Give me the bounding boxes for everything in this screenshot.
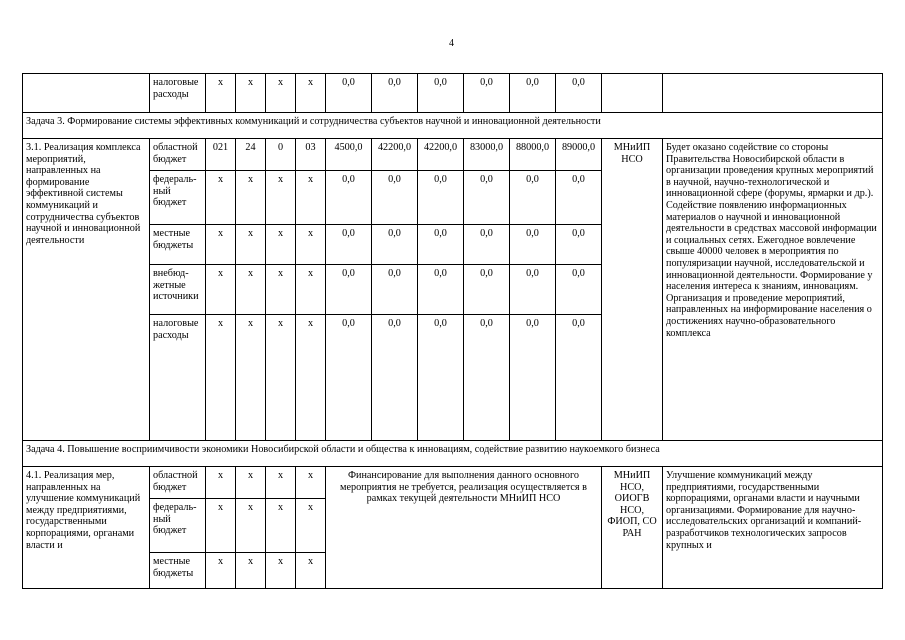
value-cell: 0,0 [372, 225, 418, 265]
value-cell: 0,0 [326, 171, 372, 225]
value-cell: 0,0 [464, 74, 510, 113]
value-cell: 42200,0 [418, 139, 464, 171]
value-cell: х [206, 265, 236, 315]
value-cell: х [206, 225, 236, 265]
value-cell: 0,0 [418, 225, 464, 265]
value-cell: х [296, 315, 326, 441]
executor: МНиИП НСО, ОИОГВ НСО, ФИОП, СО РАН [602, 467, 663, 589]
funding-source: местные бюджеты [150, 553, 206, 589]
task-heading: Задача 4. Повышение восприимчивости экономики Новосибирской области и общества к инновациям, содействие развитию наукоемкого бизнеса [23, 441, 883, 467]
value-cell: 0,0 [556, 315, 602, 441]
empty-cell [602, 74, 663, 113]
value-cell: 0,0 [326, 74, 372, 113]
value-cell: х [266, 315, 296, 441]
value-cell: 021 [206, 139, 236, 171]
value-cell: 83000,0 [464, 139, 510, 171]
value-cell: 0,0 [418, 265, 464, 315]
value-cell: 0,0 [326, 225, 372, 265]
value-cell: х [236, 467, 266, 499]
value-cell: х [236, 171, 266, 225]
value-cell: 03 [296, 139, 326, 171]
value-cell: х [266, 467, 296, 499]
value-cell: 0,0 [372, 315, 418, 441]
funding-source: областной бюджет [150, 139, 206, 171]
funding-source: налоговые расходы [150, 315, 206, 441]
value-cell: х [266, 553, 296, 589]
value-cell: 0,0 [372, 265, 418, 315]
task-row [23, 113, 883, 139]
empty-cell [663, 74, 883, 113]
funding-source: местные бюджеты [150, 225, 206, 265]
value-cell: х [236, 265, 266, 315]
value-cell: х [296, 265, 326, 315]
funding-source: налоговые расходы [150, 74, 206, 113]
program-measures-table [22, 73, 883, 589]
value-cell: 0,0 [556, 265, 602, 315]
funding-note: Финансирование для выполнения данного основного мероприятия не требуется, реализация осуществляется в рамках текущей деятельности МНиИП НСО [326, 467, 602, 589]
expected-result: Будет оказано содействие со стороны Правительства Новосибирской области в организации проведения крупных мероприятий в научной, научно-технологической и инновационной сфере (форумы, ярмарки и др.). Содействие появлению информационных материалов о научной и инновационной деятельности в средствах массовой информации и социальных сетях. Ежегодное вовлечение свыше 40000 человек в мероприятия по популяризации научной, исследовательской и инновационной деятельности. Формирование у населения интереса к знаниям, инновациям. Организация и проведение мероприятий, направленных на информирование населения о достижениях научно-образовательного комплекса [663, 139, 883, 441]
measure-name: 3.1. Реализация комплекса мероприятий, направленных на формирование эффективной системы коммуникаций и сотрудничества субъектов научной и инновационной деятельности [23, 139, 150, 441]
value-cell: 0,0 [418, 74, 464, 113]
value-cell: х [266, 499, 296, 553]
value-cell: х [296, 499, 326, 553]
executor: МНиИП НСО [602, 139, 663, 441]
value-cell: 4500,0 [326, 139, 372, 171]
table-row [23, 74, 883, 113]
task-row [23, 441, 883, 467]
value-cell: 0,0 [556, 225, 602, 265]
value-cell: 0,0 [372, 171, 418, 225]
value-cell: х [236, 315, 266, 441]
value-cell: 0,0 [326, 265, 372, 315]
value-cell: х [296, 553, 326, 589]
value-cell: х [236, 553, 266, 589]
value-cell: х [266, 225, 296, 265]
value-cell: 0 [266, 139, 296, 171]
value-cell: 0,0 [556, 74, 602, 113]
value-cell: 0,0 [418, 171, 464, 225]
value-cell: 0,0 [510, 171, 556, 225]
value-cell: 0,0 [556, 171, 602, 225]
value-cell: х [206, 467, 236, 499]
value-cell: 0,0 [464, 225, 510, 265]
value-cell: 0,0 [510, 225, 556, 265]
funding-source: областной бюджет [150, 467, 206, 499]
funding-source: федераль-ный бюджет [150, 499, 206, 553]
value-cell: х [236, 74, 266, 113]
value-cell: х [236, 499, 266, 553]
value-cell: 88000,0 [510, 139, 556, 171]
value-cell: х [236, 225, 266, 265]
table-row [23, 467, 883, 499]
value-cell: х [266, 171, 296, 225]
value-cell: х [266, 74, 296, 113]
value-cell: 0,0 [464, 315, 510, 441]
task-heading: Задача 3. Формирование системы эффективных коммуникаций и сотрудничества субъектов научной и инновационной деятельности [23, 113, 883, 139]
value-cell: 89000,0 [556, 139, 602, 171]
value-cell: х [206, 499, 236, 553]
value-cell: х [206, 553, 236, 589]
value-cell: 42200,0 [372, 139, 418, 171]
value-cell: 24 [236, 139, 266, 171]
value-cell: х [296, 225, 326, 265]
value-cell: х [296, 171, 326, 225]
value-cell: 0,0 [464, 171, 510, 225]
empty-cell [23, 74, 150, 113]
value-cell: х [206, 74, 236, 113]
value-cell: 0,0 [418, 315, 464, 441]
value-cell: х [206, 171, 236, 225]
measure-name: 4.1. Реализация мер, направленных на улучшение коммуникаций между предприятиями, государственными корпорациями, органами власти и [23, 467, 150, 589]
value-cell: 0,0 [464, 265, 510, 315]
value-cell: 0,0 [510, 265, 556, 315]
page-number: 4 [449, 38, 454, 49]
expected-result: Улучшение коммуникаций между предприятиями, государственными корпорациями, органами власти и научными организациями. Формирование для научно-исследовательских организаций и компаний-разработчиков технологических запросов крупных и [663, 467, 883, 589]
value-cell: х [266, 265, 296, 315]
value-cell: 0,0 [372, 74, 418, 113]
funding-source: внебюд-жетные источники [150, 265, 206, 315]
funding-source: федераль-ный бюджет [150, 171, 206, 225]
value-cell: х [296, 467, 326, 499]
value-cell: х [206, 315, 236, 441]
value-cell: х [296, 74, 326, 113]
value-cell: 0,0 [510, 74, 556, 113]
table-row [23, 139, 883, 171]
value-cell: 0,0 [326, 315, 372, 441]
value-cell: 0,0 [510, 315, 556, 441]
